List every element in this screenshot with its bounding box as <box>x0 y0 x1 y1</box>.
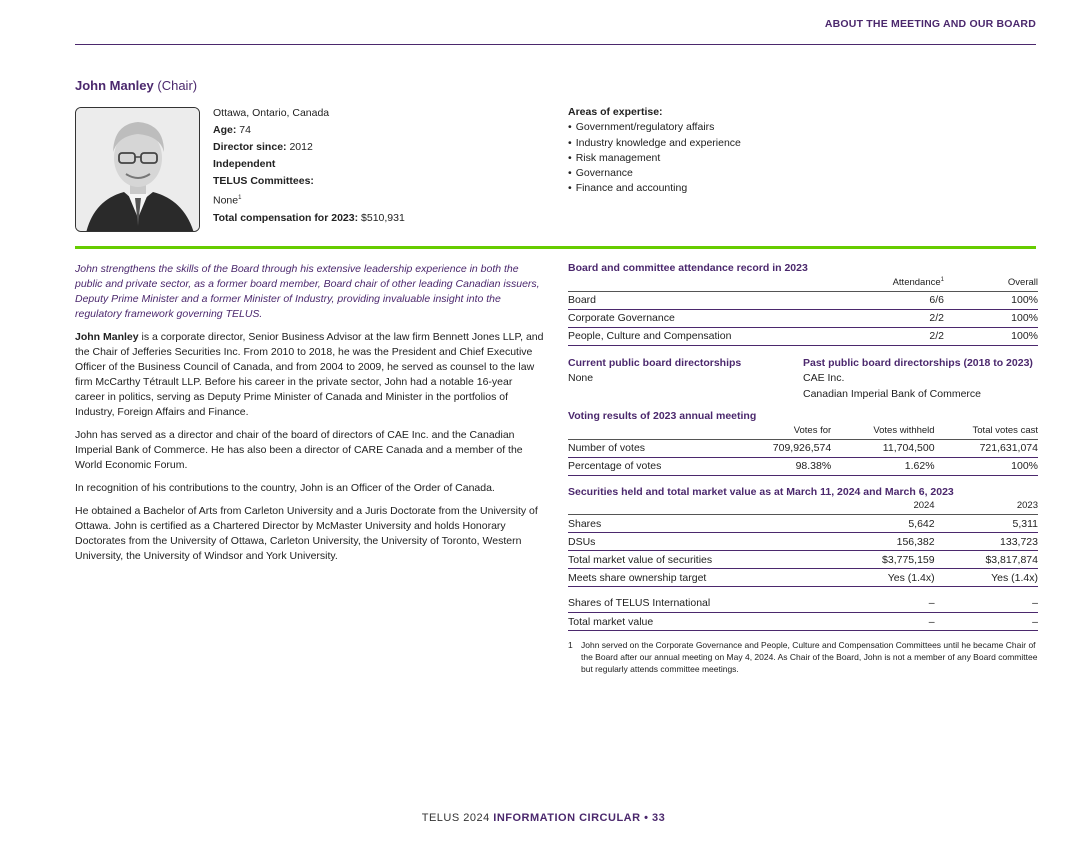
current-directorship-item: None <box>568 372 594 384</box>
director-facts <box>213 105 405 227</box>
expertise-list <box>568 120 741 196</box>
table-row: Number of votes 709,926,574 11,704,500 721,631,074 <box>568 439 1038 457</box>
director-name-heading <box>75 78 197 93</box>
director-photo <box>75 107 200 232</box>
attendance-col-header: Attendance$^1$ <box>850 274 944 291</box>
biography <box>75 262 545 572</box>
compensation-line: Total compensation for 2023: $510,931 <box>213 211 405 224</box>
securities-title: Securities held and total market value as at March 11, 2024 and March 6, 2023 <box>568 485 954 498</box>
table-row: Shares 5,642 5,311 <box>568 515 1038 533</box>
year-2024-header: 2024 <box>831 498 934 515</box>
expertise-title: Areas of expertise: <box>568 106 663 118</box>
table-row: DSUs 156,382 133,723 <box>568 533 1038 551</box>
expertise-item: • Industry knowledge and experience <box>568 136 741 151</box>
age-line: Age: 74 <box>213 124 251 136</box>
table-row: Corporate Governance 2/2 100% <box>568 309 1038 327</box>
voting-table <box>568 422 1038 476</box>
director-role: (Chair) <box>157 78 198 93</box>
director-since-line: Director since: 2012 <box>213 141 313 153</box>
footer-separator: • <box>644 812 649 824</box>
expertise-item: • Governance <box>568 166 741 181</box>
expertise-item: • Risk management <box>568 151 741 166</box>
bio-paragraph-2: John has served as a director and chair of the board of directors of CAE Inc. and the Canadian Imperial Bank of Commerce. He has also been a director of CARE Canada and a member of the World Economic Forum. <box>75 429 523 471</box>
table-row: Total market value of securities $3,775,159 $3,817,874 <box>568 551 1038 569</box>
past-directorship-item: Canadian Imperial Bank of Commerce <box>803 387 981 400</box>
age-value: 74 <box>239 124 251 136</box>
table-row: People, Culture and Compensation 2/2 100% <box>568 327 1038 345</box>
header-divider <box>75 44 1036 45</box>
attendance-table <box>568 274 1038 346</box>
past-directorship-item: CAE Inc. <box>803 372 845 384</box>
expertise-item: • Government/regulatory affairs <box>568 120 741 135</box>
footnote <box>568 639 1038 675</box>
portrait-image <box>76 108 200 232</box>
committees-label: TELUS Committees: <box>213 175 314 187</box>
footer-publisher: TELUS 2024 <box>421 812 490 824</box>
section-header: ABOUT THE MEETING AND OUR BOARD <box>824 18 1036 30</box>
table-row: Percentage of votes 98.38% 1.62% 100% <box>568 457 1038 475</box>
expertise-section <box>568 105 741 197</box>
director-since-value: 2012 <box>289 141 313 153</box>
page-footer <box>0 812 1087 824</box>
bio-paragraph-3: In recognition of his contributions to the country, John is an Officer of the Order of Canada. <box>75 482 495 494</box>
overall-col-header: Overall <box>944 274 1038 291</box>
voting-title: Voting results of 2023 annual meeting <box>568 410 757 422</box>
compensation-value: $510,931 <box>361 211 405 224</box>
location: Ottawa, Ontario, Canada <box>213 107 330 119</box>
footnote-text: John served on the Corporate Governance and People, Culture and Compensation Committees until he became Chair of the Board after our annual meeting on May 4, 2024. As Chair of the Board, John is not a member of any Board committee but regularly attends committee meetings. <box>581 640 1038 674</box>
director-data <box>568 262 1038 675</box>
independent-status: Independent <box>213 158 276 170</box>
votes-withheld-header: Votes withheld <box>831 422 934 439</box>
bio-paragraph-1: John Manley is a corporate director, Senior Business Advisor at the law firm Bennett Jones LLP, and the Chair of Jefferies Securities Inc. From 2010 to 2018, he was the President and Chief Executive Officer of the Business Council of Canada, and from 2004 to 2009, he served as counsel to the law firm McCarthy Tétrault LLP. Before his career in the private sector, John had a notable 16-year career in politics, serving as Deputy Prime Minister of Canada and Minister in the portfolios of Industry, Foreign Affairs and Finance. <box>75 331 544 418</box>
past-directorships: Past public board directorships (2018 to 2023) CAE Inc. Canadian Imperial Bank of Commerce <box>803 356 1038 403</box>
footnote-number: 1 <box>568 640 573 650</box>
footnote-marker: 1 <box>238 195 242 201</box>
votes-total-header: Total votes cast <box>935 422 1038 439</box>
directorships <box>568 356 1038 403</box>
securities-table <box>568 498 1038 632</box>
footer-document: INFORMATION CIRCULAR <box>493 812 641 824</box>
table-row: Shares of TELUS International – – <box>568 595 1038 613</box>
section-divider <box>75 246 1036 249</box>
table-row: Board 6/6 100% <box>568 291 1038 309</box>
attendance-title: Board and committee attendance record in 2023 <box>568 262 808 274</box>
current-directorships: Current public board directorships None <box>568 356 803 403</box>
year-2023-header: 2023 <box>935 498 1038 515</box>
committees-value: None$^1$ <box>213 194 242 207</box>
director-name: John Manley <box>75 78 154 93</box>
bio-paragraph-4: He obtained a Bachelor of Arts from Carleton University and a Juris Doctorate from the University of Ottawa. John is certified as a Chartered Director by McMaster University and holds Honorary Doctorates from the University of Ottawa, Carleton University, the University of Toronto, Western University, the University of Windsor and York University. <box>75 505 538 562</box>
table-row: Total market value – – <box>568 613 1038 631</box>
page-number: 33 <box>652 812 666 824</box>
table-row: Meets share ownership target Yes (1.4x) Yes (1.4x) <box>568 569 1038 587</box>
expertise-item: • Finance and accounting <box>568 181 741 196</box>
bio-intro: John strengthens the skills of the Board through his extensive leadership experience in both the public and private sector, as a former board member, Board chair of other leading Canadian issuers, Deputy Prime Minister and a former Minister of Industry, providing invaluable insight into the regulatory framework governing TELUS. <box>75 263 540 320</box>
votes-for-header: Votes for <box>728 422 831 439</box>
